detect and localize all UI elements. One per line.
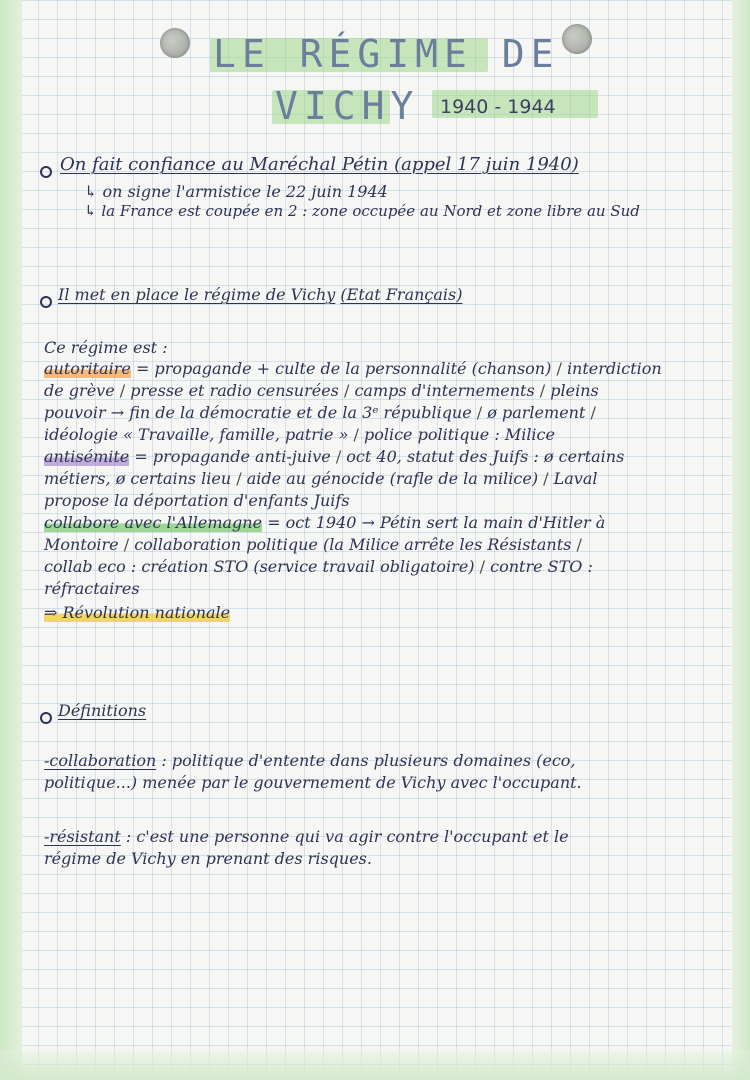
- punch-hole-right: [562, 24, 592, 54]
- collabore-label: collabore avec l'Allemagne: [44, 513, 263, 532]
- collabore-text3b: contre STO :: [490, 557, 593, 576]
- left-margin-band: [0, 0, 22, 1080]
- autoritaire-line3: pouvoir → fin de la démocratie et de la 3ᵉ république / ø parlement /: [44, 403, 596, 422]
- autoritaire-text3a: pouvoir → fin de la démocratie et de la 3ᵉ république: [44, 403, 472, 422]
- antisemite-text1a: = propagande anti-juive: [129, 447, 331, 466]
- regime-intro: Ce régime est :: [44, 338, 168, 357]
- def2-line2: régime de Vichy en prenant des risques.: [44, 849, 372, 868]
- definitions-heading: Définitions: [58, 701, 147, 720]
- autoritaire-line1: autoritaire = propagande + culte de la personnalité (chanson) / interdiction: [44, 359, 662, 378]
- bullet-section2: [40, 296, 52, 308]
- collabore-text1: = oct 1940 → Pétin sert la main d'Hitler à: [262, 513, 606, 532]
- collabore-text3a: collab eco : création STO (service travail obligatoire): [44, 557, 475, 576]
- autoritaire-line4: idéologie « Travaille, famille, patrie » / police politique : Milice: [44, 425, 555, 444]
- autoritaire-text3b: ø parlement: [487, 403, 586, 422]
- antisemite-text2c: Laval: [553, 469, 598, 488]
- bullet-section3: [40, 712, 52, 724]
- collabore-text2b: collaboration politique (la Milice arrête les Résistants: [134, 535, 572, 554]
- collabore-line4: réfractaires: [44, 579, 140, 598]
- autoritaire-text2a: de grève: [44, 381, 115, 400]
- page-title-line2: VICHY: [275, 84, 420, 128]
- def2-line1: [44, 827, 569, 846]
- def1-line1: [44, 751, 576, 770]
- collabore-text2a: Montoire: [44, 535, 119, 554]
- autoritaire-text4b: police politique : Milice: [363, 425, 555, 444]
- autoritaire-text4a: idéologie « Travaille, famille, patrie »: [44, 425, 349, 444]
- autoritaire-line2: de grève / presse et radio censurées / camps d'internements / pleins: [44, 381, 599, 400]
- section2-heading-b: (Etat Français): [340, 285, 463, 304]
- autoritaire-text1b: interdiction: [566, 359, 662, 378]
- autoritaire-label: autoritaire: [44, 359, 131, 378]
- antisemite-text2a: métiers, ø certains lieu: [44, 469, 232, 488]
- autoritaire-text2c: camps d'internements: [354, 381, 535, 400]
- title-dates: 1940 - 1944: [440, 96, 556, 118]
- section1-sub2: ↳ la France est coupée en 2 : zone occupée au Nord et zone libre au Sud: [84, 202, 640, 220]
- revolution-line: [44, 603, 230, 622]
- def2-term: -résistant: [44, 827, 121, 846]
- revolution-nationale: ⇒ Révolution nationale: [44, 603, 231, 622]
- antisemite-label: antisémite: [44, 447, 130, 466]
- def2-text1: : c'est une personne qui va agir contre l'occupant et le: [120, 827, 569, 846]
- collabore-line1: [44, 513, 605, 532]
- antisemite-line1: antisémite = propagande anti-juive / oct 40, statut des Juifs : ø certains: [44, 447, 625, 466]
- right-margin-band: [732, 0, 750, 1080]
- bottom-margin-band: [0, 1050, 750, 1080]
- collabore-line2: Montoire / collaboration politique (la Milice arrête les Résistants /: [44, 535, 582, 554]
- antisemite-line3: propose la déportation d'enfants Juifs: [44, 491, 350, 510]
- antisemite-text2b: aide au génocide (rafle de la milice): [246, 469, 539, 488]
- page-title-line1: LE RÉGIME DE: [213, 32, 560, 76]
- section1-sub1: ↳ on signe l'armistice le 22 juin 1944: [84, 182, 388, 201]
- bullet-section1: [40, 166, 52, 178]
- punch-hole-left: [160, 28, 190, 58]
- collabore-line3: collab eco : création STO (service travail obligatoire) / contre STO :: [44, 557, 593, 576]
- antisemite-line2: métiers, ø certains lieu / aide au génocide (rafle de la milice) / Laval: [44, 469, 598, 488]
- def1-text1: : politique d'entente dans plusieurs domaines (eco,: [156, 751, 576, 770]
- def1-line2: politique...) menée par le gouvernement de Vichy avec l'occupant.: [44, 773, 582, 792]
- autoritaire-text1: = propagande + culte de la personnalité (chanson): [130, 359, 552, 378]
- def1-term: -collaboration: [44, 751, 157, 770]
- autoritaire-text2b: presse et radio censurées: [130, 381, 339, 400]
- section2-heading: [58, 285, 463, 304]
- section2-heading-a: Il met en place le régime de Vichy: [58, 285, 336, 304]
- section1-heading: On fait confiance au Maréchal Pétin (appel 17 juin 1940): [60, 154, 579, 175]
- autoritaire-text2d: pleins: [550, 381, 599, 400]
- antisemite-text1b: oct 40, statut des Juifs : ø certains: [346, 447, 625, 466]
